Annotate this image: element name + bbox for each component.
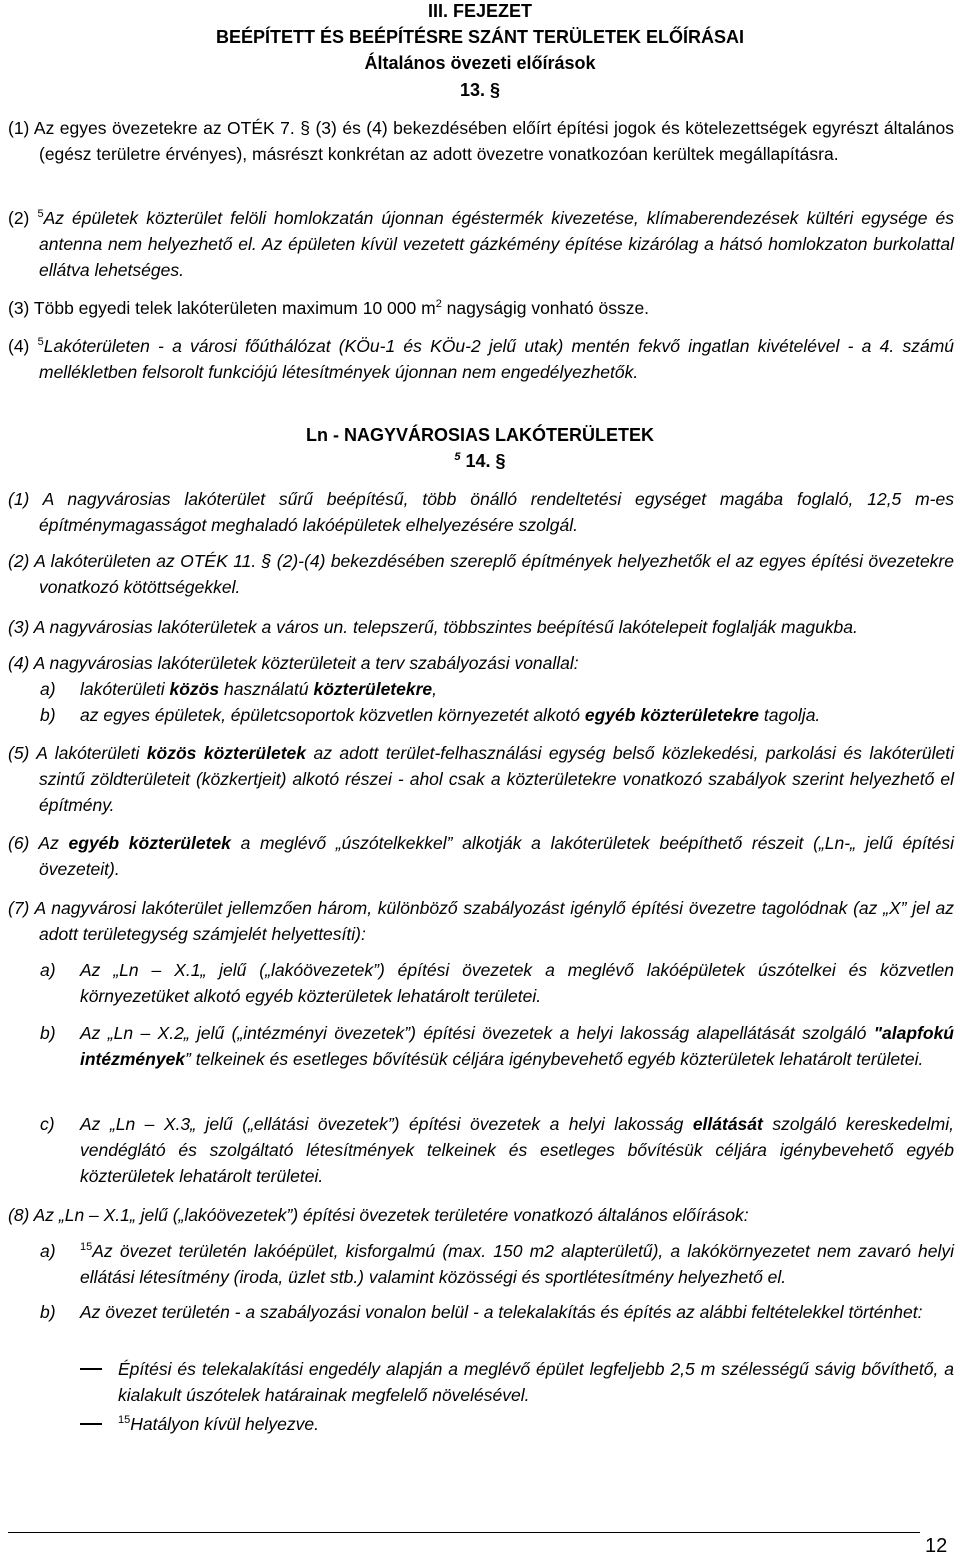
s14-p4-item-a: a) lakóterületi közös használatú közterületekre, bbox=[40, 679, 438, 699]
s14-p4-item-b: b) az egyes épületek, épületcsoportok közvetlen környezetét alkotó egyéb közterületekre tagolja. bbox=[40, 705, 821, 725]
s14-paragraph-3: (3) A nagyvárosias lakóterületek a város un. telepszerű, többszintes beépítésű lakótelepeit foglalják magukba. bbox=[8, 617, 858, 637]
s13-paragraph-2: (2) $^5$Az épületek közterület felöli homlokzatán újonnan égéstermék kivezetése, klímaberendezések kültéri egysége és antenna nem helyezhető el. Az épületen kívül vezetett gázkémény építése kizárólag a hátsó homlokzaton burkolattal ellátva lehetséges. bbox=[8, 208, 954, 280]
s13-paragraph-4: (4) $^5$Lakóterületen - a városi főúthálózat (KÖu-1 és KÖu-2 jelű utak) mentén fekvő ingatlan kivételével - a 4. számú mellékletben felsorolt funkciójú létesítmények újonnan nem engedélyezhetők. bbox=[8, 336, 955, 382]
s14-p8-item-a: a) $^{15}$Az övezet területén lakóépület, kisforgalmú (max. 150 m2 alapterületű), a lakókörnyezetet nem zavaró helyi ellátási létesítmény (iroda, üzlet stb.) valamint közösségi és sportlétesítmény helyezhető el. bbox=[40, 1241, 954, 1287]
dash-marker bbox=[80, 1423, 102, 1425]
s14-paragraph-2: (2) A lakóterületen az OTÉK 11. § (2)-(4) bekezdésében szereplő építmények helyezhetők el az egyes építési övezetekre vonatkozó kötöttségekkel. bbox=[8, 551, 954, 597]
s14-paragraph-1: (1) A nagyvárosias lakóterület sűrű beépítésű, több önálló rendeltetési egységet magába foglaló, 12,5 m-es építménymagasságot meghaladó lakóépületek elhelyezésére szolgál. bbox=[8, 489, 954, 535]
s13-paragraph-1: (1) Az egyes övezetekre az OTÉK 7. § (3) és (4) bekezdésében előírt építési jogok és kötelezettségek egyrészt általános (egész területre érvényes), másrészt konkrétan az adott övezetre vonatkozóan kerültek megállapításra. bbox=[8, 118, 954, 164]
page-number: 12 bbox=[925, 1535, 948, 1557]
s14-p7-item-b: b) Az „Ln – X.2„ jelű („intézményi övezetek”) építési övezetek a helyi lakosság alapellátását szolgáló "alapfokú intézmények” telkeinek és esetleges bővítésük céljára igénybevehető egyéb közterületek lehatárolt területei. bbox=[40, 1023, 954, 1069]
s14-paragraph-4: (4) A nagyvárosias lakóterületek közterületeit a terv szabályozási vonallal: bbox=[8, 653, 579, 673]
section-13-heading: 13. § bbox=[459, 80, 501, 100]
s14-paragraph-6: (6) Az egyéb közterületek a meglévő „úszótelkekkel” alkotják a lakóterületek beépíthető részeit („Ln-„ jelű építési övezeteit). bbox=[8, 833, 954, 879]
section-14-title: Ln - NAGYVÁROSIAS LAKÓTERÜLETEK bbox=[305, 425, 654, 445]
s14-p8-item-b: b) Az övezet területén - a szabályozási vonalon belül - a telekalakítás és építés az alábbi feltételekkel történhet: bbox=[40, 1302, 923, 1322]
s14-paragraph-8: (8) Az „Ln – X.1„ jelű („lakóövezetek”) építési övezetek területére vonatkozó általános előírások: bbox=[8, 1205, 749, 1225]
s14-p8b-dash-item-2: $^{15}$Hatályon kívül helyezve. bbox=[80, 1411, 954, 1437]
s13-paragraph-3: (3) Több egyedi telek lakóterületen maximum 10 000 $m^2$ nagyságig vonható össze. bbox=[8, 298, 650, 318]
section-14-heading: $^5$ 14. § bbox=[454, 451, 506, 471]
chapter-heading: III. FEJEZET bbox=[427, 1, 533, 21]
s14-paragraph-7: (7) A nagyvárosi lakóterület jellemzően három, különböző szabályozást igénylő építési övezetre tagolódnak (az „X” jel az adott területegység számjelét helyettesíti): bbox=[8, 898, 954, 944]
s14-p7-item-c: c) Az „Ln – X.3„ jelű („ellátási övezetek”) építési övezetek a helyi lakosság ellátását szolgáló kereskedelmi, vendéglátó és szolgáltató létesítmények telkeinek és esetleges bővítésük céljára igénybevehető egyéb közterületek lehatárolt területei. bbox=[40, 1114, 954, 1186]
s14-p7-item-a: a) Az „Ln – X.1„ jelű („lakóövezetek”) építési övezetek a meglévő lakóépületek úszótelkei és közvetlen környezetüket alkotó egyéb közterületek lehatárolt területei. bbox=[40, 960, 954, 1006]
chapter-title: BEÉPÍTETT ÉS BEÉPÍTÉSRE SZÁNT TERÜLETEK ELŐÍRÁSAI bbox=[215, 27, 745, 47]
dash-marker bbox=[80, 1368, 102, 1370]
s14-p8b-dash-item-1: Építési és telekalakítási engedély alapján a meglévő épület legfeljebb 2,5 m szélességű sávig bővíthető, a kialakult úszótelek határainak megfelelő növelésével. bbox=[80, 1356, 954, 1408]
footer-rule bbox=[8, 1532, 920, 1533]
subtitle: Általános övezeti előírások bbox=[364, 53, 596, 73]
s14-paragraph-5: (5) A lakóterületi közös közterületek az adott terület-felhasználási egység belső közlekedési, parkolási és lakóterületi szintű zöldterületeit (közkertjeit) alkotó részei - ahol csak a közterületekre vonatkozó szabályok szerint helyezhető el építmény. bbox=[8, 743, 954, 815]
